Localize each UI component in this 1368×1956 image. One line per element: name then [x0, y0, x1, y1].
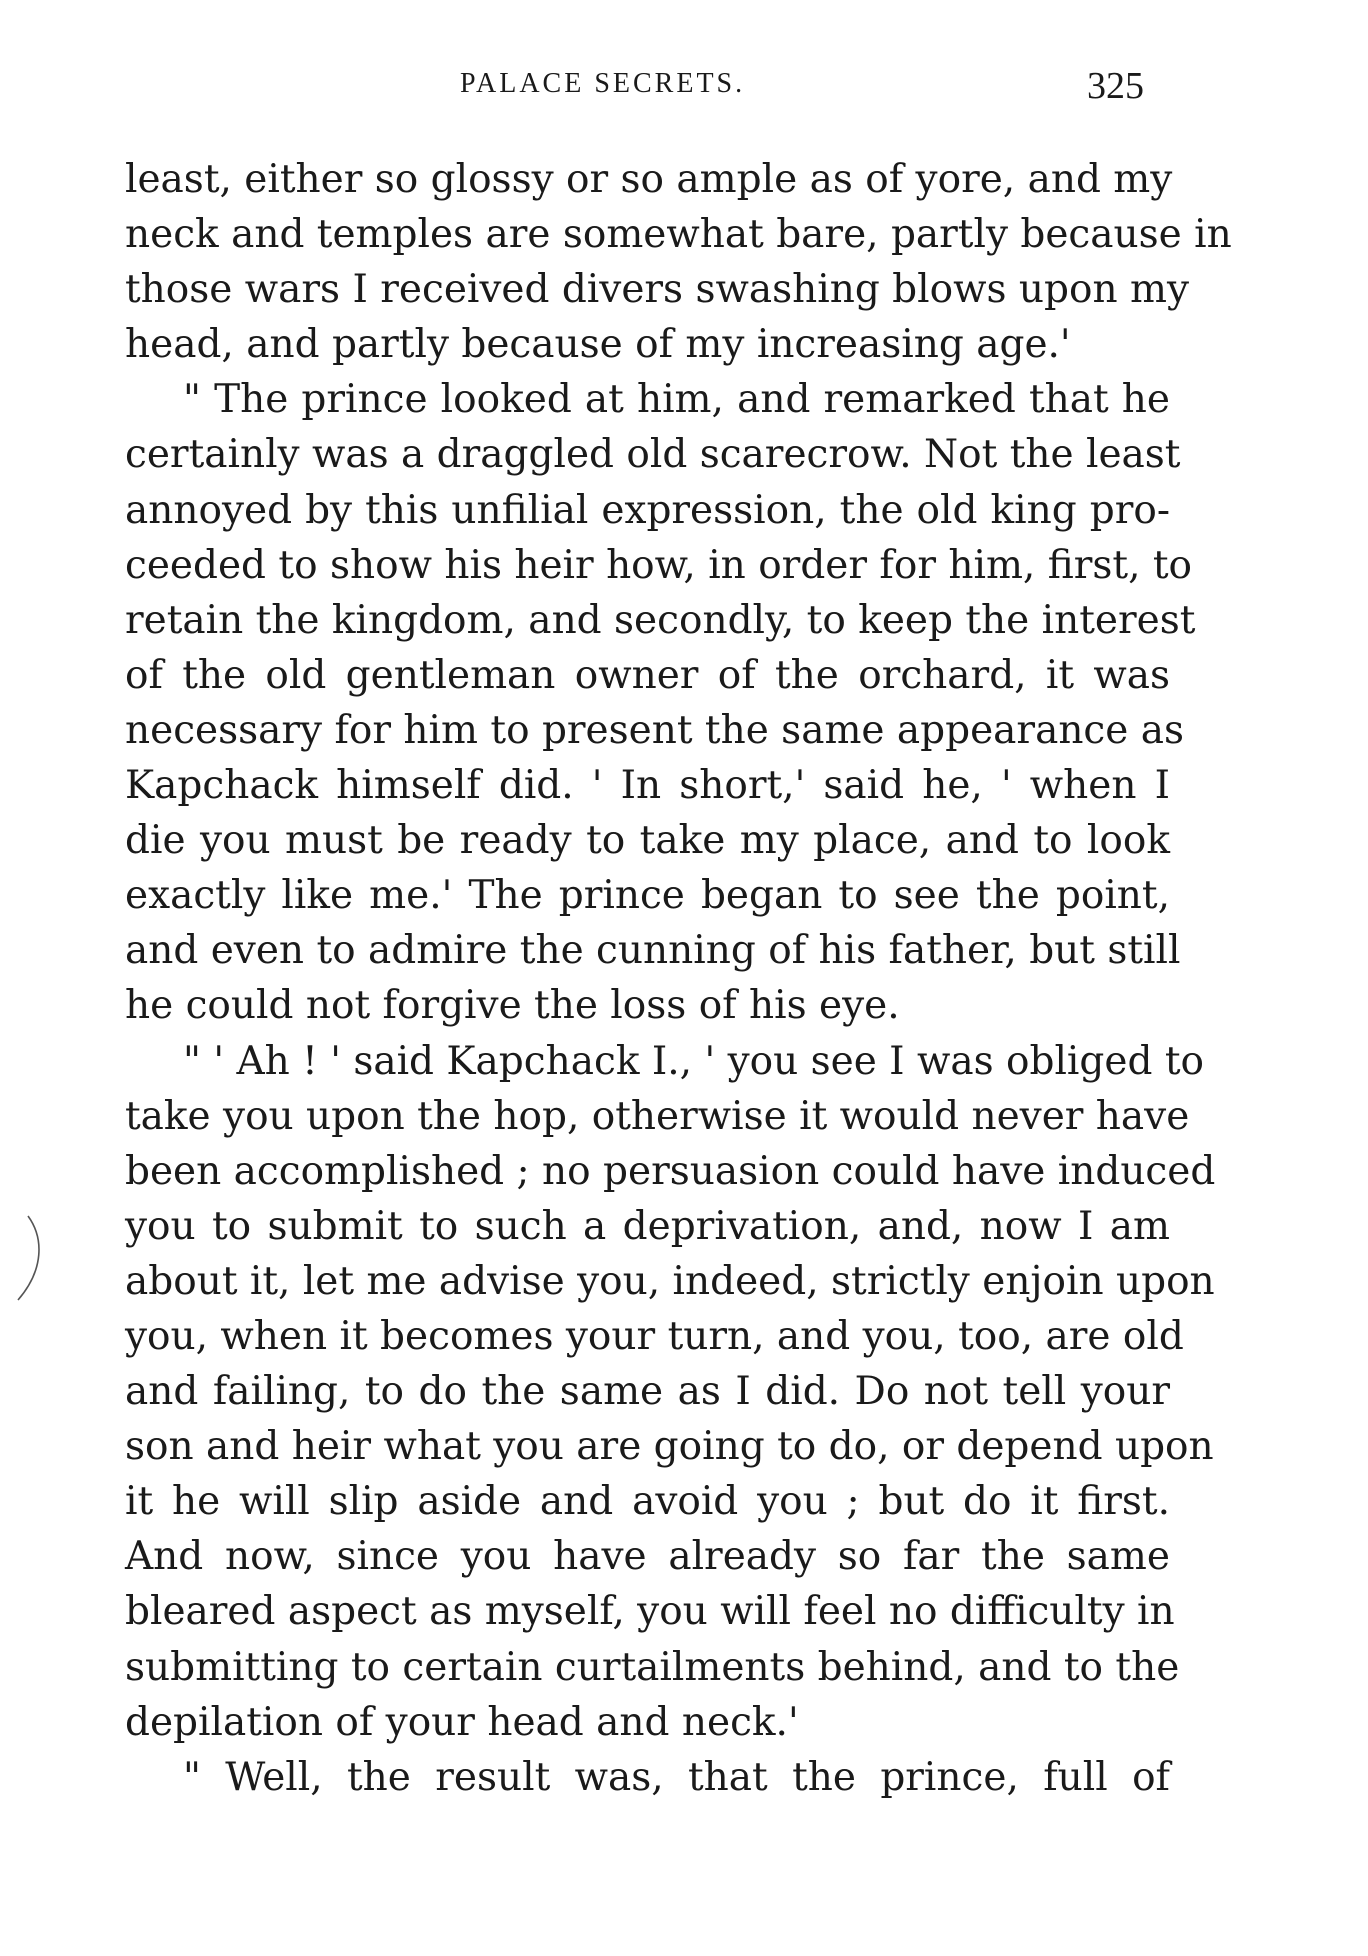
running-head-title: PALACE SECRETS.: [460, 68, 746, 99]
text-line: you, when it becomes your turn, and you, too, are old: [125, 1313, 1184, 1359]
margin-curve-mark: [10, 1208, 50, 1308]
text-line: annoyed by this unfilial expression, the old king pro-: [125, 487, 1170, 533]
text-line: those wars I received divers swashing blows upon my: [125, 267, 1189, 313]
text-line: it he will slip aside and avoid you ; but do it first.: [125, 1479, 1170, 1525]
text-line: of the old gentleman owner of the orchard, it was: [125, 652, 1170, 698]
text-line: die you must be ready to take my place, and to look: [125, 818, 1170, 864]
text-line: bleared aspect as myself, you will feel no difficulty in: [125, 1589, 1175, 1635]
text-line: necessary for him to present the same appearance as: [125, 707, 1185, 753]
body-text: [125, 152, 1232, 1805]
text-line: retain the kingdom, and secondly, to keep the interest: [125, 597, 1196, 643]
text-line: And now, since you have already so far the same: [125, 1534, 1170, 1580]
text-line: take you upon the hop, otherwise it would never have: [125, 1093, 1190, 1139]
text-line: certainly was a draggled old scarecrow. Not the least: [125, 432, 1181, 478]
text-line: head, and partly because of my increasing age.': [125, 322, 1071, 368]
text-line: depilation of your head and neck.': [125, 1699, 799, 1745]
text-line: submitting to certain curtailments behind, and to the: [125, 1644, 1180, 1690]
text-line: " The prince looked at him, and remarked that he: [183, 377, 1170, 423]
text-line: he could not forgive the loss of his eye.: [125, 983, 900, 1029]
text-line: exactly like me.' The prince began to see the point,: [125, 873, 1170, 919]
text-line: Kapchack himself did. ' In short,' said he, ' when I: [125, 763, 1170, 809]
text-line: " Well, the result was, that the prince, full of: [183, 1754, 1170, 1800]
text-line: neck and temples are somewhat bare, partly because in: [125, 212, 1232, 258]
page-number: 325: [1087, 65, 1144, 107]
text-line: least, either so glossy or so ample as of yore, and my: [125, 157, 1173, 202]
text-line: and failing, to do the same as I did. Do not tell your: [125, 1369, 1170, 1415]
text-line: ceeded to show his heir how, in order for him, first, to: [125, 542, 1193, 588]
text-line: son and heir what you are going to do, or depend upon: [125, 1424, 1214, 1470]
text-line: and even to admire the cunning of his father, but still: [125, 928, 1181, 974]
text-line: been accomplished ; no persuasion could have induced: [125, 1148, 1216, 1194]
text-line: you to submit to such a deprivation, and, now I am: [125, 1203, 1170, 1249]
text-line: about it, let me advise you, indeed, strictly enjoin upon: [125, 1258, 1215, 1304]
text-line: " ' Ah ! ' said Kapchack I., ' you see I was obliged to: [183, 1038, 1204, 1084]
